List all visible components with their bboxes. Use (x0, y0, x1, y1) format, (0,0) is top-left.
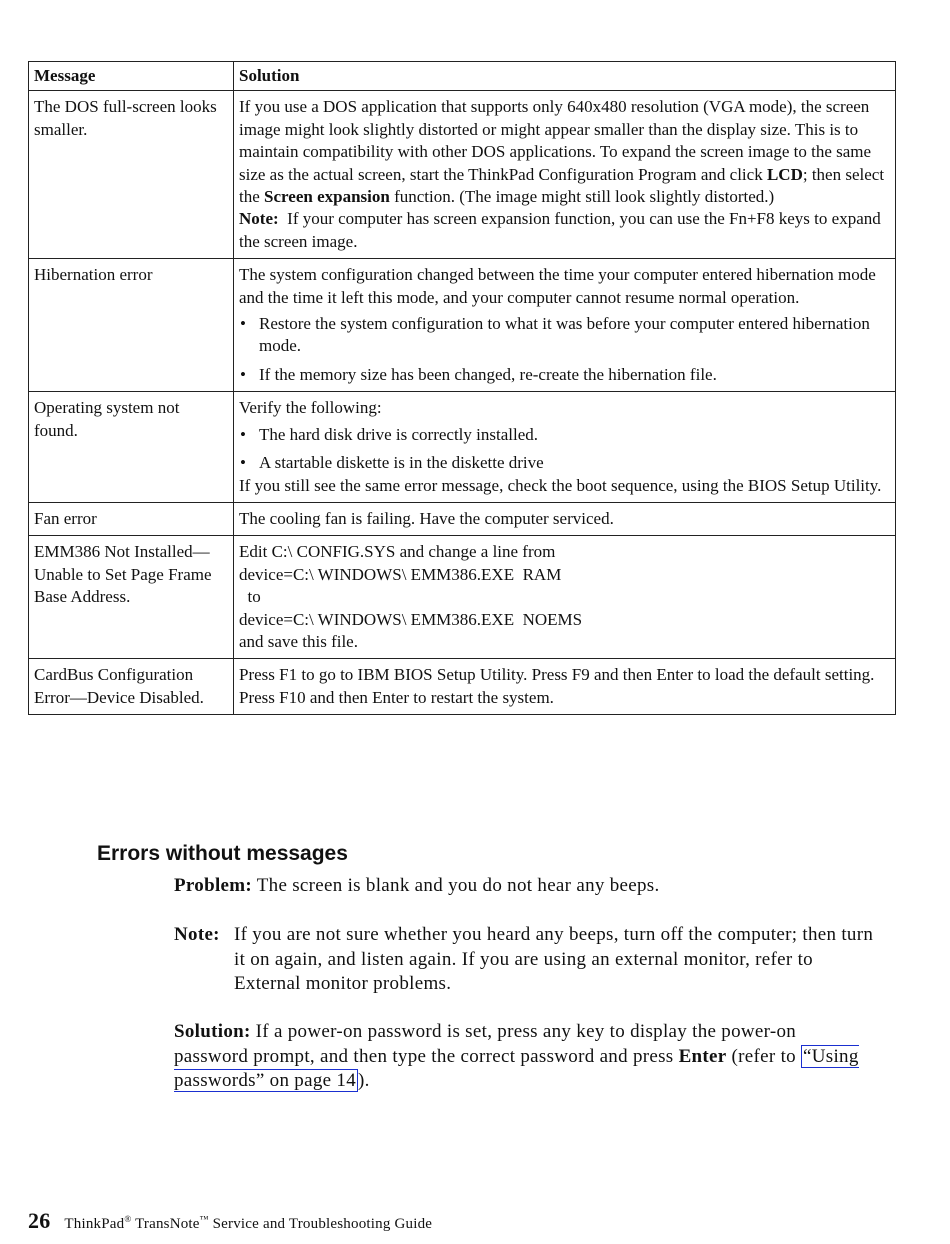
bullet-list (239, 313, 889, 386)
cross-reference-link[interactable]: “Using passwords” on page 14 (174, 1045, 859, 1091)
lcd-bold: LCD (766, 164, 803, 184)
note-body: If you are not sure whether you heard any beeps, turn off the computer; then turn it on again, and listen again. If you are using an external monitor, refer to External monitor problems. (234, 924, 874, 994)
solution-text: If a power-on password is set, press any key to display the power-on password prompt, and then type the correct password and press (174, 1021, 797, 1067)
message-cell: EMM386 Not Installed—Unable to Set Page Frame Base Address. (29, 536, 234, 659)
message-cell: The DOS full-screen looks smaller. (29, 91, 234, 259)
solution-line: and save this file. (239, 631, 358, 651)
list-item: • If the memory size has been changed, re-create the hibernation file. (240, 364, 717, 384)
solution-cell (234, 392, 896, 503)
list-item-text: If the memory size has been changed, re-create the hibernation file. (259, 364, 717, 384)
registered-mark: ® (124, 1214, 132, 1224)
header-message: Message (29, 62, 234, 91)
bullet-list (239, 424, 889, 475)
list-item: • A startable diskette is in the diskette drive (240, 453, 544, 473)
note-paragraph (174, 923, 874, 997)
message-cell: CardBus Configuration Error—Device Disabled. (29, 659, 234, 715)
trademark-mark: ™ (199, 1214, 209, 1224)
note-text (239, 208, 889, 253)
solution-cell: Press F1 to go to IBM BIOS Setup Utility. Press F9 and then Enter to load the default setting. Press F10 and then Enter to restart the system. (234, 659, 896, 715)
table-row (29, 259, 896, 392)
solution-text (239, 96, 889, 208)
table-row (29, 536, 896, 659)
solution-followup: If you still see the same error message, check the boot sequence, using the BIOS Setup Utility. (239, 475, 882, 495)
list-item-text: A startable diskette is in the diskette drive (259, 453, 544, 473)
message-cell: Operating system not found. (29, 392, 234, 503)
header-solution: Solution (234, 62, 896, 91)
note-label: Note: (174, 924, 220, 945)
solution-text-part: If you use a DOS application that supports only 640x480 resolution (VGA mode), the screen image might look slightly distorted or might appear smaller than the display size. This is to maintain compatibility with other DOS applications. To expand the screen image to the same size as the actual screen, start the ThinkPad Configuration Program and click (239, 97, 872, 184)
solution-intro: The system configuration changed between the time your computer entered hibernation mode and the time it left this mode, and your computer cannot resume normal operation. (239, 265, 876, 307)
refer-text: (refer to (726, 1045, 802, 1067)
solution-text-part: ; then select the (239, 164, 885, 207)
list-item: • The hard disk drive is correctly installed. (240, 424, 538, 444)
solution-paragraph (174, 1020, 874, 1094)
table-row (29, 91, 896, 259)
section-heading: Errors without messages (97, 842, 348, 865)
screen-expansion-bold: Screen expansion (264, 187, 390, 207)
error-message-table (28, 61, 896, 715)
solution-line: to (239, 587, 261, 607)
solution-intro: Verify the following: (239, 398, 382, 418)
note-label: Note: (239, 209, 279, 229)
problem-label: Problem: (174, 875, 253, 896)
message-cell: Hibernation error (29, 259, 234, 392)
solution-text-part: function. (The image might still look slightly distorted.) (389, 187, 775, 207)
enter-key-bold: Enter (678, 1045, 727, 1067)
footer-brand: ThinkPad (64, 1216, 125, 1232)
solution-cell (234, 259, 896, 392)
list-item-text: The hard disk drive is correctly installed. (259, 424, 538, 444)
solution-line: device=C:\ WINDOWS\ EMM386.EXE RAM (239, 564, 562, 584)
refer-text: ). (358, 1070, 370, 1091)
table-row (29, 392, 896, 503)
problem-paragraph (174, 874, 874, 899)
solution-line: device=C:\ WINDOWS\ EMM386.EXE NOEMS (239, 609, 583, 629)
page-number: 26 (28, 1208, 51, 1233)
page-footer (28, 1208, 432, 1234)
footer-title: Service and Troubleshooting Guide (208, 1216, 433, 1232)
note-body: If your computer has screen expansion function, you can use the Fn+F8 keys to expand the screen image. (239, 209, 881, 251)
list-item: • Restore the system configuration to what it was before your computer entered hibernation mode. (240, 314, 870, 356)
solution-cell: The cooling fan is failing. Have the computer serviced. (234, 502, 896, 535)
table-row (29, 659, 896, 715)
solution-cell (234, 91, 896, 259)
table-row (29, 502, 896, 535)
problem-text: The screen is blank and you do not hear any beeps. (252, 875, 660, 896)
solution-label: Solution: (174, 1021, 251, 1042)
footer-brand: TransNote (131, 1216, 200, 1232)
solution-line: Edit C:\ CONFIG.SYS and change a line from (239, 542, 556, 562)
list-item-text: Restore the system configuration to what it was before your computer entered hibernation mode. (259, 314, 870, 356)
table-header-row (29, 62, 896, 91)
message-cell: Fan error (29, 502, 234, 535)
solution-cell (234, 536, 896, 659)
